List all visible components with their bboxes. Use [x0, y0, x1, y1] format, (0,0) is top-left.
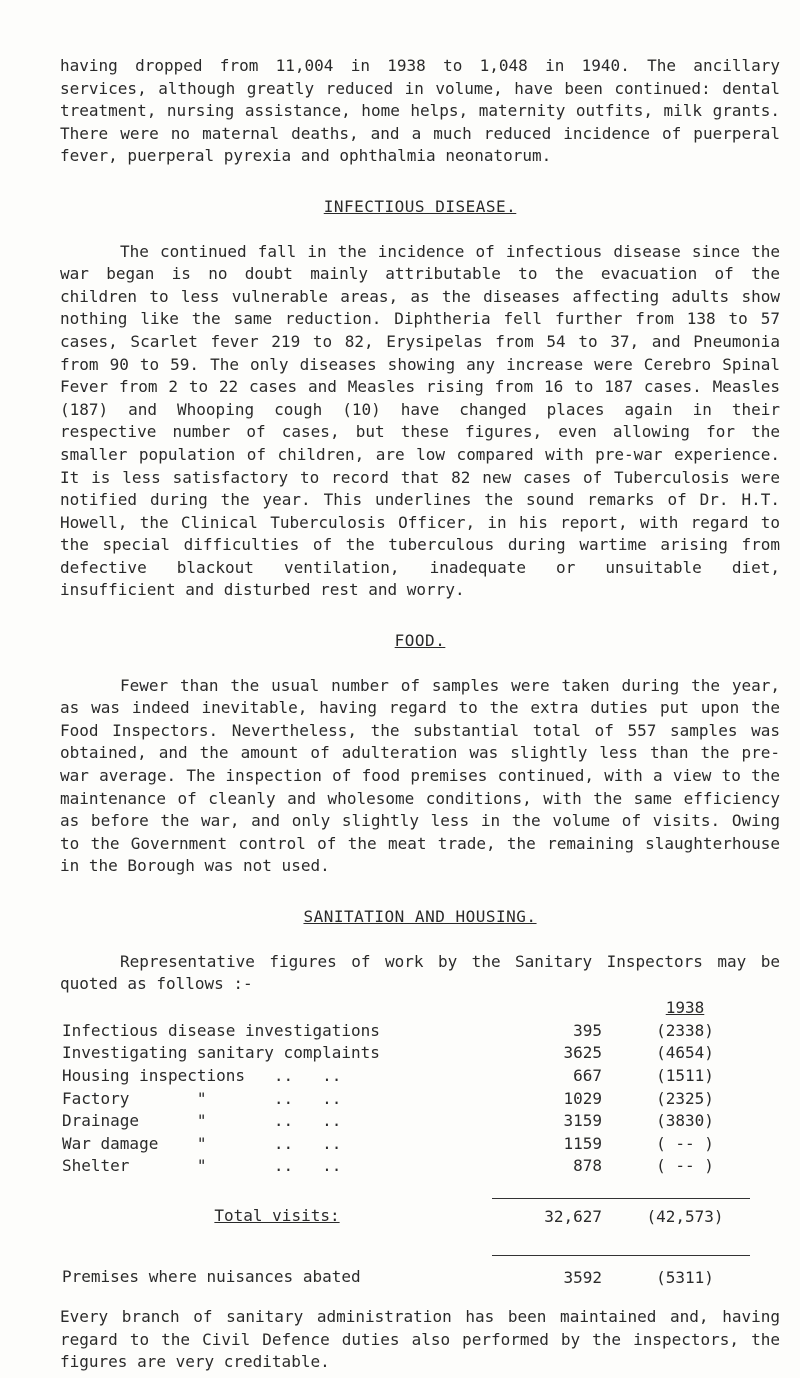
table-row — [60, 1065, 750, 1088]
intro-paragraph: having dropped from 11,004 in 1938 to 1,048 in 1940. The ancillary services, although greatly reduced in volume, have been continued: dental treatment, nursing assistance, home helps, maternity outfits, milk grants. There were no maternal deaths, and a much reduced incidence of puerperal fever, puerperal pyrexia and ophthalmia neonatorum. — [60, 56, 780, 166]
infectious-disease-paragraph: The continued fall in the incidence of infectious disease since the war began is no doubt mainly attributable to the evacuation of the children to less vulnerable areas, as the diseases affecting adults show nothing like the same reduction. Diphtheria fell further from 138 to 57 cases, Scarlet fever 219 to 82, Erysipelas from 54 to 37, and Pneumonia from 90 to 59. The only diseases showing any increase were Cerebro Spinal Fever from 2 to 22 cases and Measles rising from 16 to 187 cases. Measles (187) and Whooping cough (10) have changed places again in their respective number of cases, but these figures, even allowing for the smaller population of children, are low compared with pre-war experience. It is less satisfactory to record that 82 new cases of Tuberculosis were notified during the year. This underlines the sound remarks of Dr. H.T. Howell, the Clinical Tuberculosis Officer, in his report, with regard to the special difficulties of the tuberculous during wartime arising from defective blackout ventilation, inadequate or unsuitable diet, insufficient and disturbed rest and worry. — [60, 241, 780, 600]
total-visits-row — [60, 1198, 750, 1235]
row-value: 395 — [573, 1020, 602, 1040]
document-page — [60, 55, 780, 1374]
year-header-row — [60, 996, 750, 1020]
row-value: 667 — [573, 1065, 602, 1085]
sanitation-housing-heading: SANITATION AND HOUSING. — [303, 907, 537, 926]
comparison-year-label: 1938 — [665, 998, 705, 1018]
nuisances-abated-value: 3592 — [563, 1267, 602, 1287]
food-heading: FOOD. — [394, 631, 446, 651]
total-visits-value: 32,627 — [544, 1206, 602, 1226]
row-label: Factory " .. .. — [62, 1088, 342, 1108]
row-value: 878 — [573, 1156, 602, 1176]
row-value: 3159 — [563, 1111, 602, 1131]
table-row — [60, 1020, 750, 1043]
row-previous-value: ( -- ) — [656, 1156, 714, 1176]
total-visits-previous: (42,573) — [646, 1206, 724, 1226]
nuisances-abated-previous: (5311) — [656, 1267, 714, 1287]
row-previous-value: ( -- ) — [656, 1133, 714, 1153]
nuisances-abated-label: Premises where nuisances abated — [62, 1267, 361, 1287]
row-value: 1029 — [563, 1088, 602, 1108]
row-label: Investigating sanitary complaints — [62, 1043, 380, 1063]
row-label: Infectious disease investigations — [62, 1020, 380, 1040]
table-row — [60, 1088, 750, 1111]
row-value: 3625 — [563, 1043, 602, 1063]
row-previous-value: (4654) — [656, 1043, 714, 1063]
inspection-figures-table — [60, 996, 750, 1300]
row-previous-value: (2325) — [656, 1088, 714, 1108]
row-previous-value: (2338) — [656, 1020, 714, 1040]
table-row — [60, 1133, 750, 1156]
total-visits-label: Total visits: — [214, 1206, 340, 1226]
closing-paragraph: Every branch of sanitary administration has been maintained and, having regard to the Civil Defence duties also performed by the inspectors, the figures are very creditable. — [60, 1306, 780, 1372]
row-previous-value: (3830) — [656, 1111, 714, 1131]
sanitation-intro: Representative figures of work by the Sanitary Inspectors may be quoted as follows :- — [60, 951, 780, 994]
table-row — [60, 1042, 750, 1065]
food-paragraph: Fewer than the usual number of samples were taken during the year, as was indeed inevitable, having regard to the extra duties put upon the Food Inspectors. Nevertheless, the substantial total of 557 samples was obtained, and the amount of adulteration was slightly less than the pre-war average. The inspection of food premises continued, with a view to the maintenance of cleanly and wholesome conditions, with the same efficiency as before the war, and only slightly less in the volume of visits. Owing to the Government control of the meat trade, the remaining slaughterhouse in the Borough was not used. — [60, 675, 780, 876]
table-row — [60, 1110, 750, 1133]
row-previous-value: (1511) — [656, 1065, 714, 1085]
nuisances-abated-row — [60, 1255, 750, 1300]
row-value: 1159 — [563, 1133, 602, 1153]
row-label: War damage " .. .. — [62, 1133, 342, 1153]
row-label: Housing inspections .. .. — [62, 1065, 342, 1085]
row-label: Shelter " .. .. — [62, 1156, 342, 1176]
infectious-disease-heading: INFECTIOUS DISEASE. — [323, 196, 517, 216]
row-label: Drainage " .. .. — [62, 1111, 342, 1131]
table-row — [60, 1155, 750, 1178]
